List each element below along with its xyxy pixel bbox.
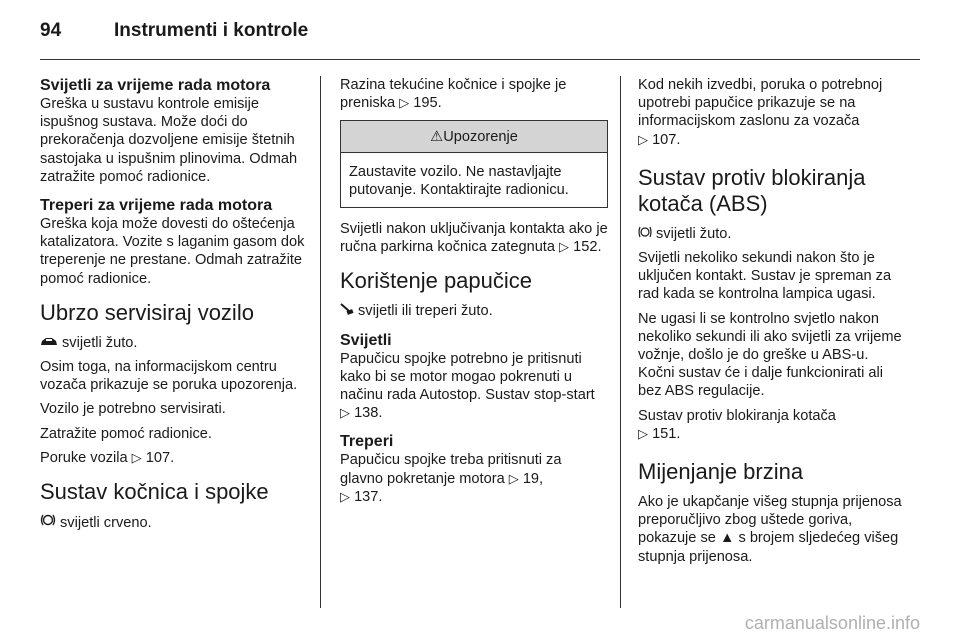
- column-right: [638, 76, 906, 572]
- paragraph-pedal-message: Kod nekih izvedbi, poruka o potrebnoj upotrebi papučice prikazuje se na informacijskom zaslonu za vozača ▷ 107.: [638, 77, 883, 148]
- column-divider-right: [620, 76, 621, 608]
- brake-lamp-text: svijetli crveno.: [60, 515, 152, 532]
- clutch-pedal-icon: [340, 302, 354, 320]
- page-title: Instrumenti i kontrole: [114, 20, 309, 41]
- warning-label: Upozorenje: [443, 129, 518, 146]
- column-middle: [340, 76, 608, 512]
- paragraph-service-required: Vozilo je potrebno servisirati.: [40, 401, 226, 418]
- paragraph-catalyst-damage: Greška koja može dovesti do oštećenja katalizatora. Vozite s laganim gasom dok treperenje ne prestane. Odmah zatražite pomoć radionice.: [40, 216, 305, 287]
- page-number: 94: [40, 20, 62, 41]
- heading-pedal-use: Korištenje papučice: [340, 268, 533, 294]
- paragraph-fluid-low: Razina tekućine kočnice i spojke je preniska ▷ 195.: [340, 77, 567, 112]
- paragraph-autostop: Papučicu spojke potrebno je pritisnuti kako bi se motor mogao pokrenuti u načinu rada Autostop. Sustav stop-start ▷ 138.: [340, 350, 595, 422]
- warning-text: Zaustavite vozilo. Ne nastavljajte putovanje. Kontaktirajte radionicu.: [349, 163, 569, 198]
- paragraph-shift-indicator: Ako je ukapčanje višeg stupnja prijenosa preporučljivo zbog uštede goriva, pokazuje se ▲ s brojem sljedećeg višeg stupnja prijenosa.: [638, 494, 902, 565]
- paragraph-pedal-lamp: [340, 302, 608, 320]
- heading-flashing: Treperi: [340, 433, 394, 451]
- paragraph-abs-lamp: [638, 225, 906, 243]
- header-rule: [40, 59, 920, 60]
- page-reference-icon: ▷: [508, 470, 519, 486]
- paragraph-abs-reference: Sustav protiv blokiranja kotača ▷ 151.: [638, 407, 836, 442]
- heading-brake-clutch-system: Sustav kočnica i spojke: [40, 479, 269, 505]
- page-reference-icon: ▷: [638, 425, 648, 441]
- page-reference-icon: ▷: [399, 95, 410, 111]
- abs-lamp-text: svijetli žuto.: [656, 225, 732, 242]
- heading-lit-engine-running: Svijetli za vrijeme rada motora: [40, 77, 271, 94]
- paragraph-brake-lamp: [40, 513, 308, 532]
- paragraph-service-lamp: [40, 334, 308, 352]
- column-left: [40, 76, 308, 538]
- paragraph-engine-start: Papučicu spojke treba pritisnuti za glavno pokretanje motora ▷ 19, ▷ 137.: [340, 452, 562, 505]
- page-reference-icon: ▷: [340, 488, 350, 504]
- paragraph-abs-fault: Ne ugasi li se kontrolno svjetlo nakon nekoliko sekundi ili ako svijetli za vrijeme vožnje, došlo je do greške u ABS-u. Kočni sustav će i dalje funkcionirati ali bez ABS regulacije.: [638, 310, 902, 400]
- page-reference-icon: ▷: [638, 131, 648, 147]
- heading-flashing-engine-running: Treperi za vrijeme rada motora: [40, 197, 273, 215]
- watermark: carmanualsonline.info: [744, 613, 920, 633]
- warning-triangle-icon: ⚠: [430, 129, 444, 146]
- page-header: [40, 20, 308, 42]
- brake-warning-icon: [40, 513, 56, 532]
- shift-up-arrow-icon: ▲: [719, 530, 735, 547]
- paragraph-emission-fault: Greška u sustavu kontrole emisije ispušnog sustava. Može doći do prekoračenja dozvoljene emisije štetnih sastojaka u ispušnim plinovima. Odmah zatražite pomoć radionice.: [40, 96, 298, 185]
- warning-box: [340, 120, 608, 208]
- pedal-lamp-text: svijetli ili treperi žuto.: [358, 303, 493, 320]
- paragraph-parking-brake: Svijetli nakon uključivanja kontakta ako je ručna parkirna kočnica zategnuta ▷ 152.: [340, 221, 608, 256]
- heading-abs: Sustav protiv blokiranja kotača (ABS): [638, 164, 866, 216]
- page-reference-icon: ▷: [559, 239, 570, 255]
- page-reference-icon: ▷: [340, 405, 350, 421]
- paragraph-dic-message: Osim toga, na informacijskom centru vozača prikazuje se poruka upozorenja.: [40, 359, 298, 394]
- warning-header: [341, 121, 607, 152]
- service-lamp-text: svijetli žuto.: [62, 334, 138, 351]
- paragraph-abs-startup: Svijetli nekoliko sekundi nakon što je uključen kontakt. Sustav je spreman za rad kada se kontrolna lampica ugasi.: [638, 250, 892, 303]
- paragraph-vehicle-messages: Poruke vozila ▷ 107.: [40, 449, 175, 466]
- paragraph-contact-workshop: Zatražite pomoć radionice.: [40, 425, 212, 442]
- heading-service-vehicle-soon: Ubrzo servisiraj vozilo: [40, 299, 254, 325]
- heading-gear-shift: Mijenjanje brzina: [638, 459, 804, 485]
- column-divider-left: [320, 76, 321, 608]
- page-reference-icon: ▷: [131, 449, 142, 465]
- service-car-icon: [40, 334, 58, 352]
- heading-lit: Svijetli: [340, 331, 392, 349]
- abs-icon: [638, 225, 652, 243]
